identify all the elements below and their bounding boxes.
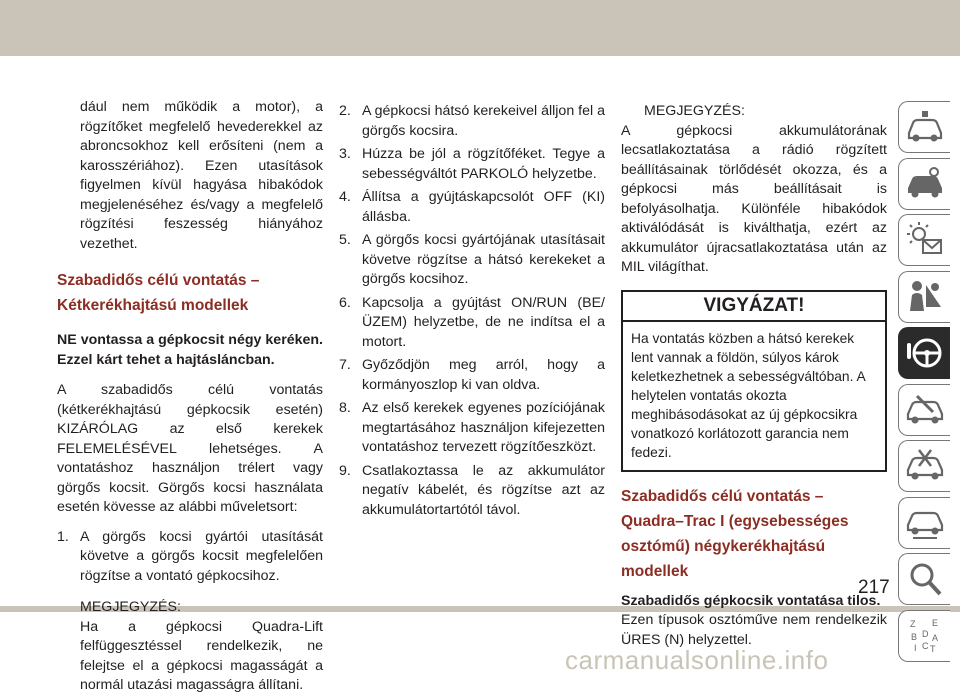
car-wrench-icon bbox=[905, 390, 945, 430]
tab-car-wrench[interactable] bbox=[898, 384, 950, 436]
list-item-number: 8. bbox=[339, 400, 351, 416]
tab-light-mail[interactable] bbox=[898, 214, 950, 266]
list-item-number: 3. bbox=[339, 146, 351, 162]
list-item bbox=[339, 145, 605, 184]
list-item bbox=[339, 102, 605, 141]
list-item bbox=[57, 528, 323, 587]
steering-wheel-icon bbox=[905, 333, 945, 373]
list-item bbox=[339, 356, 605, 395]
index-letter: D bbox=[921, 628, 928, 639]
col1-bold-intro: NE vontassa a gépkocsit négy keréken. Ezzel kárt tehet a hajtásláncban. bbox=[57, 332, 323, 368]
car-key-icon bbox=[905, 164, 945, 204]
column-3 bbox=[621, 102, 887, 650]
list-item bbox=[339, 231, 605, 290]
note-text: Ha a gépkocsi Quadra-Lift felfüggesztéssel rendelkezik, ne felejtse el a gépkocsi magasságát a normál utazási magasságra állítani. bbox=[80, 618, 323, 693]
index-letter: B bbox=[910, 631, 917, 642]
warning-text: Ha vontatás közben a hátsó kerekek lent vannak a földön, súlyos károk keletkezhetnek a sebességváltóban. A helytelen vontatás okozta meghibásodásokat az új gépkocsikra vonatkozó korlátozott garancia nem fedezi. bbox=[631, 330, 865, 460]
index-letter: T bbox=[929, 643, 935, 654]
col1-paragraph: A szabadidős célú vontatás (kétkerékhajtású gépkocsik esetén) KIZÁRÓLAG az első kerekek FELEMELÉSÉVEL lehetséges. A vontatáshoz használjon trélert vagy görgős kocsit. Görgős kocsi használata esetén kövesse az alábbi műveletsort: bbox=[57, 382, 323, 515]
car-tools-icon bbox=[905, 446, 945, 486]
index-letter: C bbox=[921, 640, 928, 651]
tab-car-specs[interactable] bbox=[898, 497, 950, 549]
tab-search[interactable] bbox=[898, 553, 950, 605]
list-item-text: A görgős kocsi gyártójának utasításait követve rögzítse a hátsó kerekeket a görgős kocsihoz. bbox=[362, 232, 605, 287]
list-item-text: Húzza be jól a rögzítőféket. Tegye a sebességváltót PARKOLÓ helyzetbe. bbox=[362, 146, 605, 182]
note-label: MEGJEGYZÉS: bbox=[80, 599, 181, 615]
tab-steering-wheel[interactable] bbox=[898, 327, 950, 379]
column-2 bbox=[339, 102, 605, 524]
tab-car-tools[interactable] bbox=[898, 440, 950, 492]
car-specs-icon bbox=[905, 503, 945, 543]
list-item-text: A görgős kocsi gyártói utasítását követve a görgős kocsit megfelelően rögzítse a vontató gépkocsihoz. bbox=[80, 528, 323, 584]
col3-heading: Szabadidős célú vontatás – Quadra–Trac I (egysebességes osztómű) négykerékhajtású modellek bbox=[621, 487, 849, 580]
list-item-number: 7. bbox=[339, 357, 351, 373]
warning-title: VIGYÁZAT! bbox=[623, 292, 885, 322]
page-number: 217 bbox=[858, 577, 890, 598]
index-letter: E bbox=[931, 617, 938, 628]
list-item-text: Kapcsolja a gyújtást ON/RUN (BE/ÜZEM) helyzetbe, de ne indítsa el a motort. bbox=[362, 294, 605, 350]
list-item bbox=[339, 294, 605, 353]
tab-car-info[interactable] bbox=[898, 101, 950, 153]
list-item bbox=[339, 462, 605, 521]
column-1 bbox=[57, 98, 323, 696]
col1-intro: dául nem működik a motor), a rögzítőket megfelelő hevederekkel az abroncsokhoz kell erősíteni (nem a karosszériához). Ezen utasítások figyelmen kívül hagyása hibakódok megjelenéséhez és/vagy a megfelelő rögzítési feszesség hiányához vezethet. bbox=[80, 99, 323, 252]
list-item-text: Állítsa a gyújtáskapcsolót OFF (KI) állásba. bbox=[362, 189, 605, 225]
list-item-number: 9. bbox=[339, 462, 351, 479]
chapter-tabs bbox=[898, 101, 950, 666]
list-item-number: 4. bbox=[339, 189, 351, 205]
index-letter: Z bbox=[909, 618, 915, 629]
col3-bold-intro: Szabadidős gépkocsik vontatása tilos. bbox=[621, 592, 881, 609]
index-letter: I bbox=[913, 642, 917, 653]
tab-car-key[interactable] bbox=[898, 158, 950, 210]
watermark: carmanualsonline.info bbox=[565, 645, 829, 675]
note-text: A gépkocsi akkumulátorának lecsatlakoztatása a rádió rögzített beállításainak törlődését okozza, és a gépkocsi más beállításait is befolyásolhatja. Különféle hibakódok aktiválódását is kiválthatja, ezért az akkumulátor újracsatlakoztatása után az MIL világíthat. bbox=[621, 122, 887, 275]
tab-index[interactable] bbox=[898, 610, 950, 662]
list-item-number: 1. bbox=[57, 528, 69, 545]
col1-heading: Szabadidős célú vontatás – Kétkerékhajtású modellek bbox=[57, 272, 260, 314]
car-info-icon bbox=[905, 107, 945, 147]
warning-box bbox=[621, 290, 887, 472]
tab-warning-persons[interactable] bbox=[898, 271, 950, 323]
list-item-number: 6. bbox=[339, 294, 351, 311]
note-label: MEGJEGYZÉS: bbox=[644, 103, 745, 119]
col3-paragraph: Ezen típusok osztóműve nem rendelkezik ÜRES (N) helyzettel. bbox=[621, 612, 887, 648]
list-item-text: Győződjön meg arról, hogy a kormányoszlop ki van oldva. bbox=[362, 357, 605, 393]
top-band-gap bbox=[0, 56, 960, 86]
list-item-number: 5. bbox=[339, 232, 351, 248]
warning-persons-icon bbox=[905, 277, 945, 317]
list-item bbox=[339, 188, 605, 227]
search-icon bbox=[905, 559, 945, 599]
index-letters-icon bbox=[905, 616, 945, 656]
list-item-text: Az első kerekek egyenes pozíciójának megtartásához használjon kifejezetten vontatáshoz tervezett rögzítőeszközt. bbox=[362, 400, 605, 455]
list-item-text: A gépkocsi hátsó kerekeivel álljon fel a görgős kocsira. bbox=[362, 103, 605, 139]
light-mail-icon bbox=[905, 220, 945, 260]
list-item-text: Csatlakoztassa le az akkumulátor negatív kábelét, és rögzítse azt az akkumulátortartótól távol. bbox=[362, 462, 605, 518]
col3-note bbox=[598, 102, 887, 278]
index-letter: A bbox=[931, 632, 938, 643]
list-item bbox=[339, 399, 605, 458]
col1-note bbox=[57, 598, 323, 696]
top-band bbox=[0, 0, 960, 56]
list-item-number: 2. bbox=[339, 103, 351, 119]
